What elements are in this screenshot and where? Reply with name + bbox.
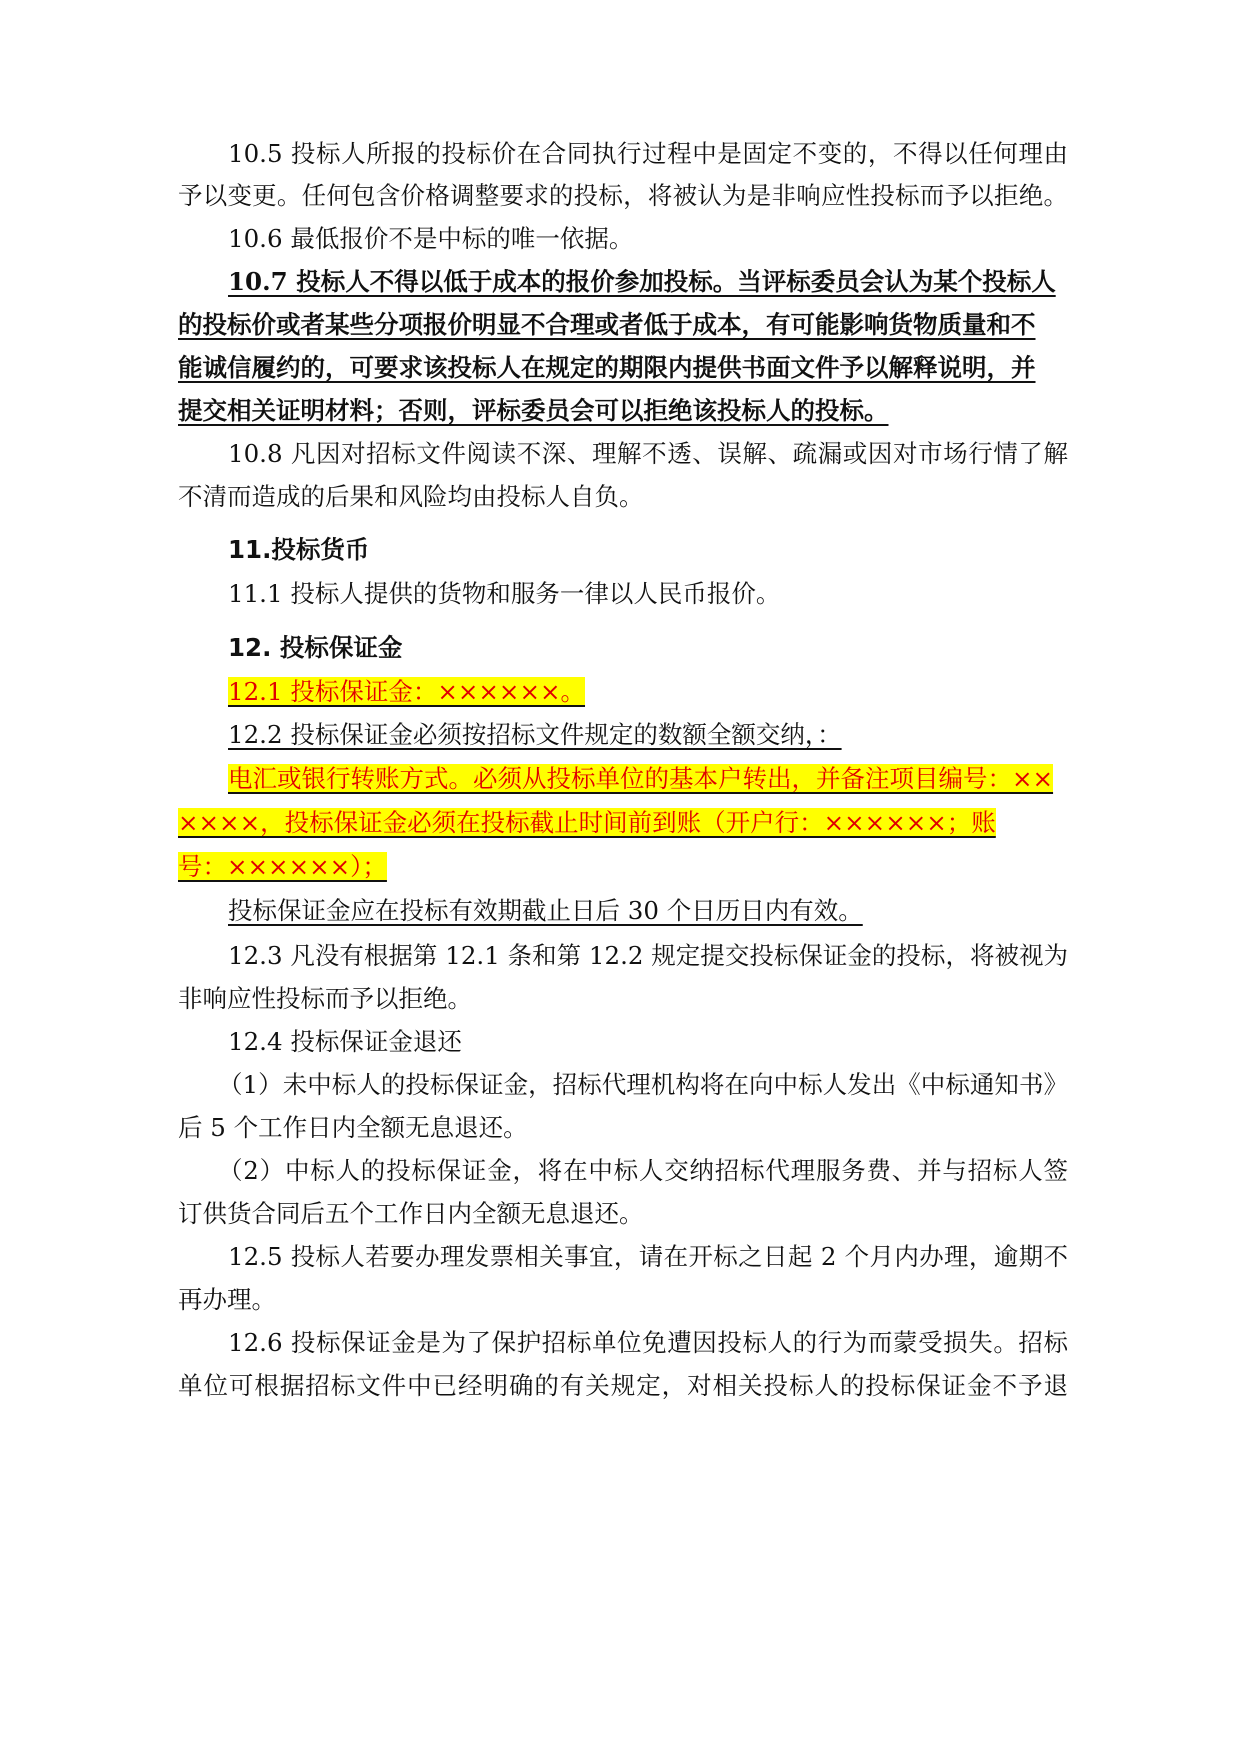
para-12-3-line2: 非响应性投标而予以拒绝。 (178, 984, 472, 1013)
transfer-line3-highlight: 号：××××××）； (178, 852, 387, 881)
para-12-1-line1 (228, 672, 1068, 712)
para-12-4-2-line1: （2）中标人的投标保证金，将在中标人交纳招标代理服务费、并与招标人签 (218, 1156, 1068, 1185)
para-12-4-1-line2: 后 5 个工作日内全额无息退还。 (178, 1113, 528, 1142)
para-10-5-line2: 予以变更。任何包含价格调整要求的投标，将被认为是非响应性投标而予以拒绝。 (178, 181, 1068, 210)
transfer-line2-highlight: ××××，投标保证金必须在投标截止时间前到账（开户行：××××××；账 (178, 808, 996, 837)
para-12-4-line1: 12.4 投标保证金退还 (228, 1027, 462, 1056)
para-12-2-line1 (228, 715, 1068, 755)
para-12-4-2-line2: 订供货合同后五个工作日内全额无息退还。 (178, 1199, 644, 1228)
para-10-7-line2-text: 的投标价或者某些分项报价明显不合理或者低于成本，有可能影响货物质量和不 (178, 310, 1036, 339)
heading-12: 12. 投标保证金 (228, 633, 403, 662)
para-12-6-line2: 单位可根据招标文件中已经明确的有关规定，对相关投标人的投标保证金不予退 (178, 1371, 1068, 1400)
para-10-7-line3 (178, 348, 1068, 388)
para-10-7-line2 (178, 305, 1068, 345)
para-12-5-line1: 12.5 投标人若要办理发票相关事宜，请在开标之日起 2 个月内办理，逾期不 (228, 1242, 1068, 1271)
para-10-7-line1-text: 10.7 投标人不得以低于成本的报价参加投标。当评标委员会认为某个投标人 (228, 267, 1056, 296)
para-12-5-line2: 再办理。 (178, 1285, 276, 1314)
para-10-5-line1: 10.5 投标人所报的投标价在合同执行过程中是固定不变的，不得以任何理由 (228, 139, 1068, 168)
para-10-6-line1: 10.6 最低报价不是中标的唯一依据。 (228, 224, 634, 253)
para-10-7-line4-text: 提交相关证明材料；否则，评标委员会可以拒绝该投标人的投标。 (178, 396, 889, 425)
transfer-line1-highlight: 电汇或银行转账方式。必须从投标单位的基本户转出，并备注项目编号：×× (228, 764, 1054, 793)
heading-11: 11.投标货币 (228, 535, 370, 564)
para-10-8-line2: 不清而造成的后果和风险均由投标人自负。 (178, 482, 644, 511)
para-12-4-1-line1: （1）未中标人的投标保证金，招标代理机构将在向中标人发出《中标通知书》 (218, 1070, 1068, 1099)
para-10-7-line1 (228, 262, 1068, 302)
para-12-2-validity (228, 891, 1068, 931)
para-10-7-line4 (178, 391, 1068, 431)
para-12-6-line1: 12.6 投标保证金是为了保护招标单位免遭因投标人的行为而蒙受损失。招标 (228, 1328, 1068, 1357)
para-12-2-transfer-line2 (178, 803, 1068, 843)
para-12-2-transfer-line1 (228, 759, 1068, 799)
para-12-2-transfer-line3 (178, 847, 1068, 887)
validity-text: 投标保证金应在投标有效期截止日后 30 个日历日内有效。 (228, 896, 863, 925)
para-11-1-line1: 11.1 投标人提供的货物和服务一律以人民币报价。 (228, 579, 781, 608)
para-12-1-highlight: 12.1 投标保证金：××××××。 (228, 677, 586, 706)
para-10-7-line3-text: 能诚信履约的，可要求该投标人在规定的期限内提供书面文件予以解释说明，并 (178, 353, 1036, 382)
para-12-2-text: 12.2 投标保证金必须按招标文件规定的数额全额交纳，： (228, 720, 842, 749)
para-12-3-line1: 12.3 凡没有根据第 12.1 条和第 12.2 规定提交投标保证金的投标，将被视为 (228, 941, 1068, 970)
para-10-8-line1: 10.8 凡因对招标文件阅读不深、理解不透、误解、疏漏或因对市场行情了解 (228, 439, 1068, 468)
